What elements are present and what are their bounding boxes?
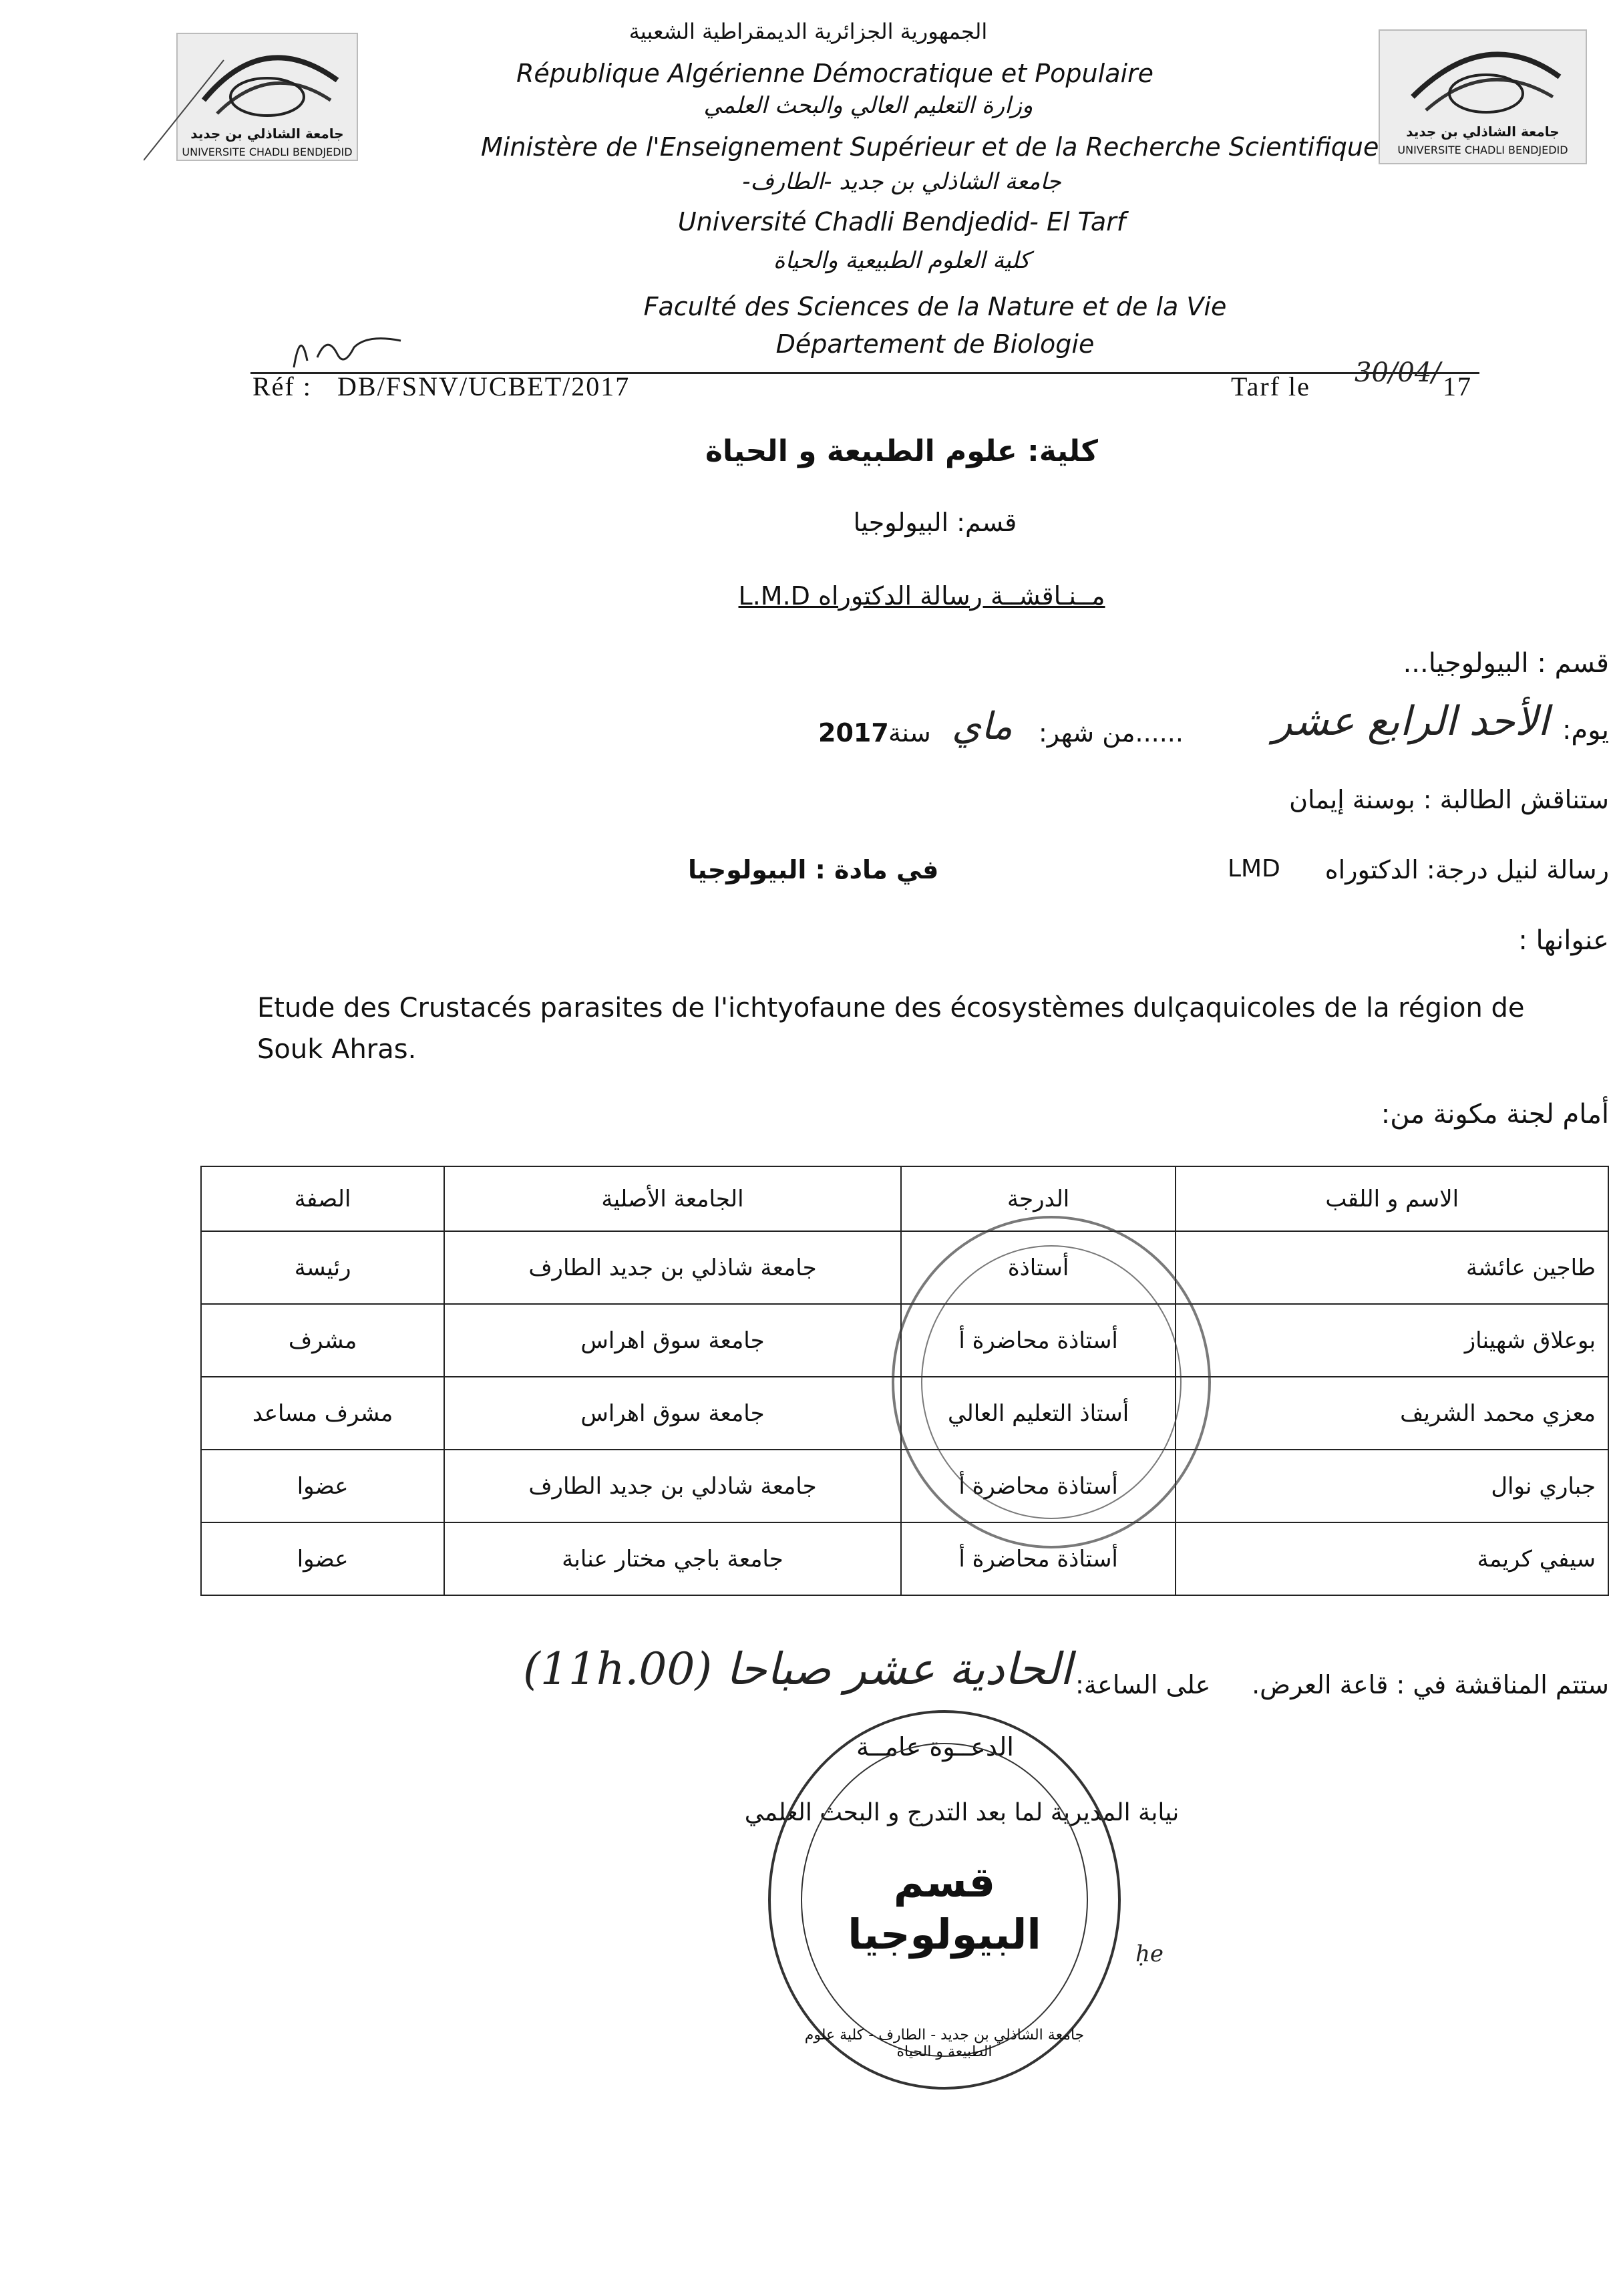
cell-university: جامعة شاذلي بن جديد الطارف bbox=[444, 1231, 900, 1304]
title-label: عنوانها : bbox=[1518, 925, 1609, 956]
logo-right bbox=[1373, 23, 1593, 177]
department-line: قسم: البيولوجيا bbox=[853, 508, 1017, 537]
thesis-title: Etude des Crustacés parasites de l'ichtyofaune des écosystèmes dulçaquicoles de la région de Souk Ahras. bbox=[257, 993, 1525, 1065]
header-grade: الدرجة bbox=[901, 1166, 1176, 1231]
header-faculty-ar: كلية العلوم الطبيعية والحياة bbox=[773, 247, 1031, 274]
cell-name: معزي محمد الشريف bbox=[1176, 1377, 1608, 1450]
signature-office: نيابة المديرية لما بعد التدرج و البحث العلمي bbox=[744, 1799, 1180, 1826]
logo-right-ar: جامعة الشاذلي بن جديد bbox=[1406, 124, 1560, 140]
cell-role: عضوا bbox=[201, 1522, 444, 1595]
cell-name: جباري نوال bbox=[1176, 1450, 1608, 1522]
degree-label: رسالة لنيل درجة: الدكتوراه bbox=[1324, 855, 1609, 884]
day-label: يوم: bbox=[1562, 715, 1609, 746]
cell-grade: أستاذة محاضرة أ bbox=[901, 1522, 1176, 1595]
header-university-ar: جامعة الشاذلي بن جديد -الطارف- bbox=[742, 168, 1061, 195]
stamp-department bbox=[768, 1710, 1121, 2090]
table-row bbox=[201, 1522, 1608, 1595]
subject-label: في مادة : البيولوجيا bbox=[688, 855, 939, 884]
header-republic-ar: الجمهورية الجزائرية الديمقراطية الشعبية bbox=[629, 19, 988, 44]
cell-grade: أستاذ التعليم العالي bbox=[901, 1377, 1176, 1450]
cell-grade: أستاذة محاضرة أ bbox=[901, 1304, 1176, 1377]
stamp-text: قسم البيولوجيا bbox=[848, 1858, 1041, 1959]
time-handwritten: الحادية عشر صباحا (11h.00) bbox=[523, 1643, 1072, 1695]
table-row bbox=[201, 1231, 1608, 1304]
date-year: 17 bbox=[1443, 371, 1472, 401]
cell-grade: أستاذة محاضرة أ bbox=[901, 1450, 1176, 1522]
year-value: 2017 bbox=[818, 718, 889, 748]
committee-label: أمام لجنة مكونة من: bbox=[1381, 1099, 1609, 1130]
header-ministry-ar: وزارة التعليم العالي والبحث العلمي bbox=[703, 92, 1033, 119]
header-republic-fr: République Algérienne Démocratique et Populaire bbox=[516, 59, 1154, 88]
stamp-table bbox=[892, 1216, 1211, 1548]
date-handwritten: 30/04/ bbox=[1355, 357, 1441, 388]
cell-role: مشرف bbox=[201, 1304, 444, 1377]
cell-name: سيفي كريمة bbox=[1176, 1522, 1608, 1595]
cell-university: جامعة شادلي بن جديد الطارف bbox=[444, 1450, 900, 1522]
day-handwritten: الأحد الرابع عشر bbox=[1272, 698, 1549, 745]
dept-label: قسم : البيولوجيا... bbox=[1403, 648, 1609, 679]
header-department-fr: Département de Biologie bbox=[775, 329, 1095, 359]
stamp-ring-text: جامعة الشاذلي بن جديد - الطارف - كلية علوم الطبيعة و الحياة bbox=[804, 2027, 1085, 2060]
ref-value: DB/FSNV/UCBET/2017 bbox=[337, 371, 631, 401]
year-label: سنة bbox=[888, 718, 931, 748]
signature-ref-icon bbox=[287, 321, 407, 374]
cell-university: جامعة باجي مختار عنابة bbox=[444, 1522, 900, 1595]
cell-role: مشرف مساعد bbox=[201, 1377, 444, 1450]
cell-name: بوعلاق شهيناز bbox=[1176, 1304, 1608, 1377]
table-header-row bbox=[201, 1166, 1608, 1231]
header-university: الجامعة الأصلية bbox=[444, 1166, 900, 1231]
header-role: الصفة bbox=[201, 1166, 444, 1231]
logo-right-fr: UNIVERSITE CHADLI BENDJEDID bbox=[1397, 144, 1568, 156]
time-label: على الساعة: bbox=[1075, 1670, 1211, 1699]
cell-university: جامعة سوق اهراس bbox=[444, 1304, 900, 1377]
month-label: ......من شهر: bbox=[1039, 718, 1184, 748]
cell-grade: أستاذة bbox=[901, 1231, 1176, 1304]
ref-divider bbox=[250, 372, 1479, 374]
logo-left-fr: UNIVERSITE CHADLI BENDJEDID bbox=[182, 146, 353, 158]
student-label: ستناقش الطالبة : بوسنة إيمان bbox=[1289, 785, 1609, 814]
header-ministry-fr: Ministère de l'Enseignement Supérieur et de la Recherche Scientifique bbox=[481, 132, 1379, 162]
table-row bbox=[201, 1450, 1608, 1522]
faculty-line: كلية: علوم الطبيعة و الحياة bbox=[705, 434, 1098, 468]
venue-label: ستتم المناقشة في : قاعة العرض. bbox=[1252, 1670, 1609, 1699]
cell-role: عضوا bbox=[201, 1450, 444, 1522]
degree-value: LMD bbox=[1228, 855, 1280, 882]
date-label: Tarf le bbox=[1231, 371, 1310, 401]
cell-name: طاجين عائشة bbox=[1176, 1231, 1608, 1304]
header-university-fr: Université Chadli Bendjedid- El Tarf bbox=[677, 207, 1126, 236]
logo-left bbox=[144, 20, 391, 174]
cell-role: رئيسة bbox=[201, 1231, 444, 1304]
month-handwritten: ماي bbox=[952, 705, 1013, 748]
logo-left-ar: جامعة الشاذلي بن جديد bbox=[190, 126, 344, 142]
signature-initials: ḥe bbox=[1135, 1941, 1164, 1967]
ref-label: Réf : bbox=[252, 371, 312, 401]
invitation: الدعــوة عامــة bbox=[856, 1732, 1014, 1762]
header-name: الاسم و اللقب bbox=[1176, 1166, 1608, 1231]
cell-university: جامعة سوق اهراس bbox=[444, 1377, 900, 1450]
document-title: مــنـاقشــة رسالة الدكتوراه L.M.D bbox=[738, 581, 1105, 611]
header-faculty-fr: Faculté des Sciences de la Nature et de la Vie bbox=[643, 292, 1227, 321]
